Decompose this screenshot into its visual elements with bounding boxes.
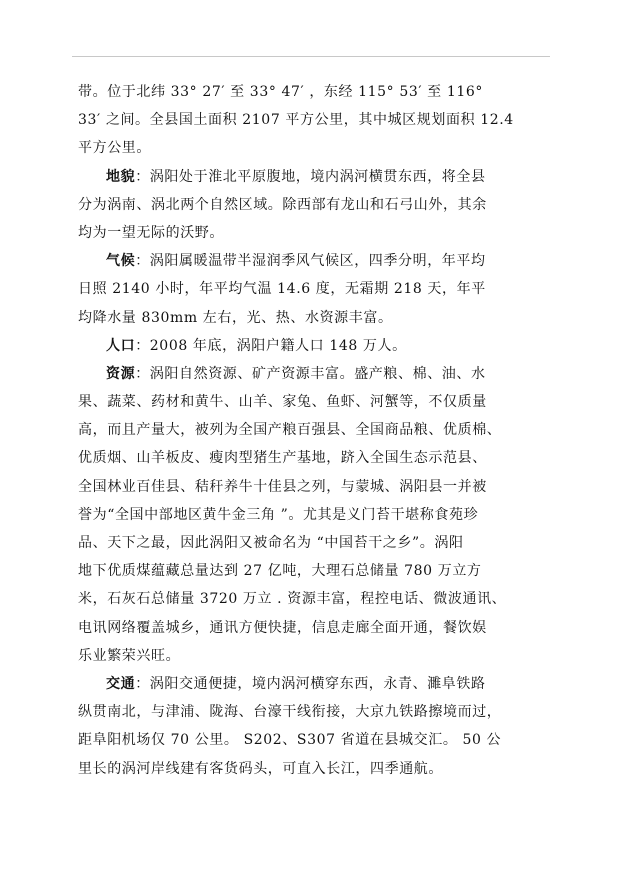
header-rule [72, 56, 550, 57]
paragraph-resources [78, 360, 558, 670]
text-line: 米，石灰石总储量 3720 万立 . 资源丰富，程控电话、微波通讯、 [78, 591, 507, 608]
section-term: 地貌 [106, 168, 136, 185]
text-line [78, 670, 558, 698]
section-term: 交通 [106, 675, 136, 692]
text-line: 优质烟、山羊板皮、瘦肉型猪生产基地，跻入全国生态示范县、 [78, 450, 487, 467]
text-line: 电讯网络覆盖城乡，通讯方便快捷，信息走廊全面开通，餐饮娱 [78, 619, 487, 636]
paragraph-population [78, 332, 558, 360]
text-line: 品、天下之最，因此涡阳又被命名为 “中国苔干之乡”。涡阳 [78, 535, 464, 551]
text-line: 地下优质煤蕴藏总量达到 27 亿吨，大理石总储量 780 万立方 [78, 563, 482, 580]
text-line: 均为一望无际的沃野。 [78, 224, 224, 241]
text-line: 高，而且产量大，被列为全国产粮百强县、全国商品粮、优质棉、 [78, 422, 502, 439]
line-text: ：涡阳属暖温带半湿润季风气候区，四季分明，年平均 [135, 253, 486, 270]
line-text: ：涡阳处于淮北平原腹地，境内涡河横贯东西，将全县 [135, 168, 486, 185]
text-line: 乐业繁荣兴旺。 [78, 647, 181, 664]
text-line: 誉为“全国中部地区黄牛金三角 ”。尤其是义门苔干堪称食苑珍 [78, 506, 479, 523]
document-body [78, 78, 558, 783]
text-line [78, 332, 558, 360]
line-text: ：涡阳交通便捷，境内涡河横穿东西，永青、濉阜铁路 [135, 675, 486, 692]
text-line [78, 360, 558, 388]
section-term: 资源 [106, 365, 136, 382]
text-line: 全国林业百佳县、秸秆养牛十佳县之列，与蒙城、涡阳县一并被 [78, 478, 487, 495]
paragraph-terrain [78, 163, 558, 248]
text-line: 距阜阳机场仅 70 公里。 S202、S307 省道在县城交汇。 50 公 [78, 732, 502, 749]
paragraph-climate [78, 247, 558, 332]
text-line: 果、蔬菜、药材和黄牛、山羊、家兔、鱼虾、河蟹等，不仅质量 [78, 394, 487, 411]
line-text: ：2008 年底，涡阳户籍人口 148 万人。 [135, 337, 407, 354]
text-line: 均降水量 830mm 左右，光、热、水资源丰富。 [78, 309, 393, 326]
text-line: 带。位于北纬 33° 27′ 至 33° 47′ ，东经 115° 53′ 至 116° [78, 84, 483, 100]
line-text: ：涡阳自然资源、矿产资源丰富。盛产粮、棉、油、水 [135, 365, 486, 382]
text-line: 33′ 之间。全县国土面积 2107 平方公里，其中城区规划面积 12.4 [78, 112, 514, 129]
text-line [78, 247, 558, 275]
text-line [78, 163, 558, 191]
text-line: 平方公里。 [78, 140, 151, 157]
text-line: 纵贯南北，与津浦、陇海、台濠干线衔接，大京九铁路擦境而过， [78, 704, 502, 721]
text-line: 里长的涡河岸线建有客货码头，可直入长江，四季通航。 [78, 760, 443, 777]
section-term: 气候 [106, 253, 136, 270]
section-term: 人口 [106, 337, 136, 354]
text-line: 分为涡南、涡北两个自然区域。除西部有龙山和石弓山外，其余 [78, 196, 487, 213]
text-line: 日照 2140 小时，年平均气温 14.6 度，无霜期 218 天，年平 [78, 281, 486, 298]
paragraph-location [78, 78, 558, 163]
paragraph-transport [78, 670, 558, 783]
